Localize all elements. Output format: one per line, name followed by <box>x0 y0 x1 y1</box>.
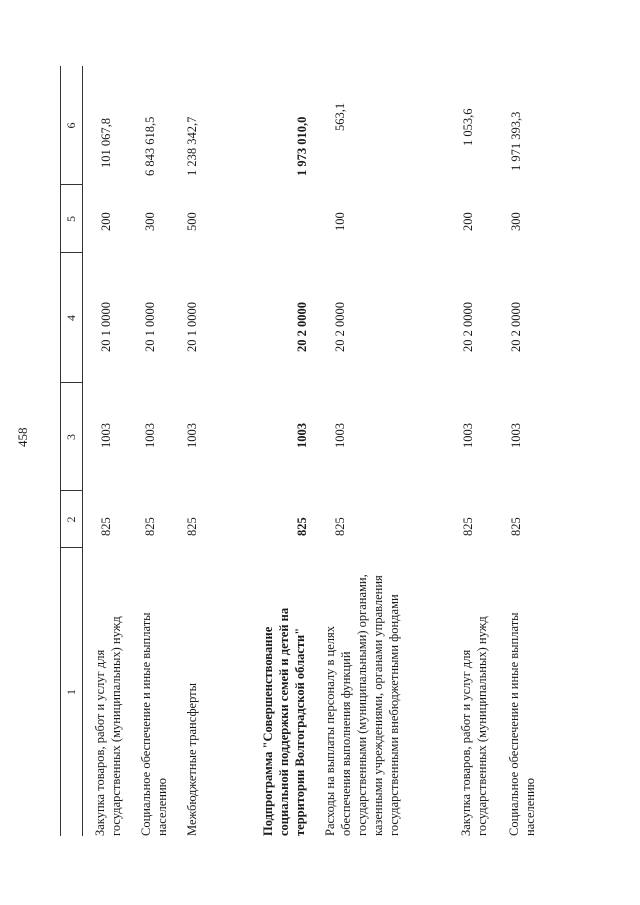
row-col6: 1 973 010,0 <box>295 116 309 176</box>
row-col6: 563,1 <box>333 102 347 131</box>
table-header-row <box>60 66 82 836</box>
row-col2: 825 <box>99 517 113 536</box>
table-row <box>322 66 426 836</box>
table-row <box>138 66 174 836</box>
header-cell-5: 5 <box>64 216 78 222</box>
budget-table <box>60 66 537 836</box>
table-row <box>458 66 498 836</box>
row-col2: 825 <box>333 517 347 536</box>
row-col5: 300 <box>143 212 157 231</box>
row-col5: 300 <box>509 212 523 231</box>
row-name: Подпрограмма "Совершенствование социальной поддержки семей и детей на территории Волгоградской области" <box>261 607 307 836</box>
row-col3: 1003 <box>185 423 199 448</box>
row-col6: 1 238 342,7 <box>185 116 199 176</box>
row-col3: 1003 <box>333 423 347 448</box>
row-col6: 6 843 618,5 <box>143 116 157 176</box>
header-cell-3: 3 <box>64 434 78 440</box>
row-name: Социальное обеспечение и иные выплаты населению <box>139 612 169 836</box>
table-row <box>92 66 132 836</box>
row-col4: 20 2 0000 <box>509 302 523 352</box>
row-col5: 500 <box>185 212 199 231</box>
row-col6: 1 971 393,3 <box>509 111 523 171</box>
row-col4: 20 2 0000 <box>461 302 475 352</box>
header-cell-1: 1 <box>64 689 78 695</box>
row-col3: 1003 <box>509 423 523 448</box>
row-col2: 825 <box>143 517 157 536</box>
row-col4: 20 1 0000 <box>99 302 113 352</box>
row-col4: 20 1 0000 <box>185 302 199 352</box>
row-col2: 825 <box>185 517 199 536</box>
row-col5: 200 <box>461 212 475 231</box>
row-col3: 1003 <box>143 423 157 448</box>
table-row <box>184 66 208 836</box>
row-name: Расходы на выплаты персоналу в целях обеспечения выполнения функций государственными (муниципальными) органами, казенными учреждениями, органами управления государственными внебюджетными фондами <box>323 574 401 836</box>
header-cell-2: 2 <box>64 516 78 523</box>
page-number: 458 <box>15 427 30 447</box>
row-col2: 825 <box>295 517 309 536</box>
row-col2: 825 <box>509 517 523 536</box>
row-col4: 20 2 0000 <box>295 302 309 352</box>
row-col3: 1003 <box>295 423 309 448</box>
header-cell-6: 6 <box>64 122 78 129</box>
row-name: Межбюджетные трансферты <box>185 682 199 836</box>
header-cell-4: 4 <box>64 315 78 321</box>
row-name: Социальное обеспечение и иные выплаты населению <box>507 612 537 836</box>
row-col6: 1 053,6 <box>461 108 475 146</box>
table-row-subprogram <box>260 66 314 836</box>
row-col6: 101 067,8 <box>99 118 113 168</box>
row-name: Закупка товаров, работ и услуг для государственных (муниципальных) нужд <box>459 616 489 836</box>
row-col5: 100 <box>333 212 347 231</box>
row-name: Закупка товаров, работ и услуг для государственных (муниципальных) нужд <box>93 616 123 836</box>
header-bottom-border <box>82 66 83 836</box>
row-col4: 20 2 0000 <box>333 302 347 352</box>
row-col5: 200 <box>99 212 113 231</box>
row-col4: 20 1 0000 <box>143 302 157 352</box>
row-col2: 825 <box>461 517 475 536</box>
row-col3: 1003 <box>461 423 475 448</box>
row-col3: 1003 <box>99 423 113 448</box>
table-row <box>506 66 546 836</box>
